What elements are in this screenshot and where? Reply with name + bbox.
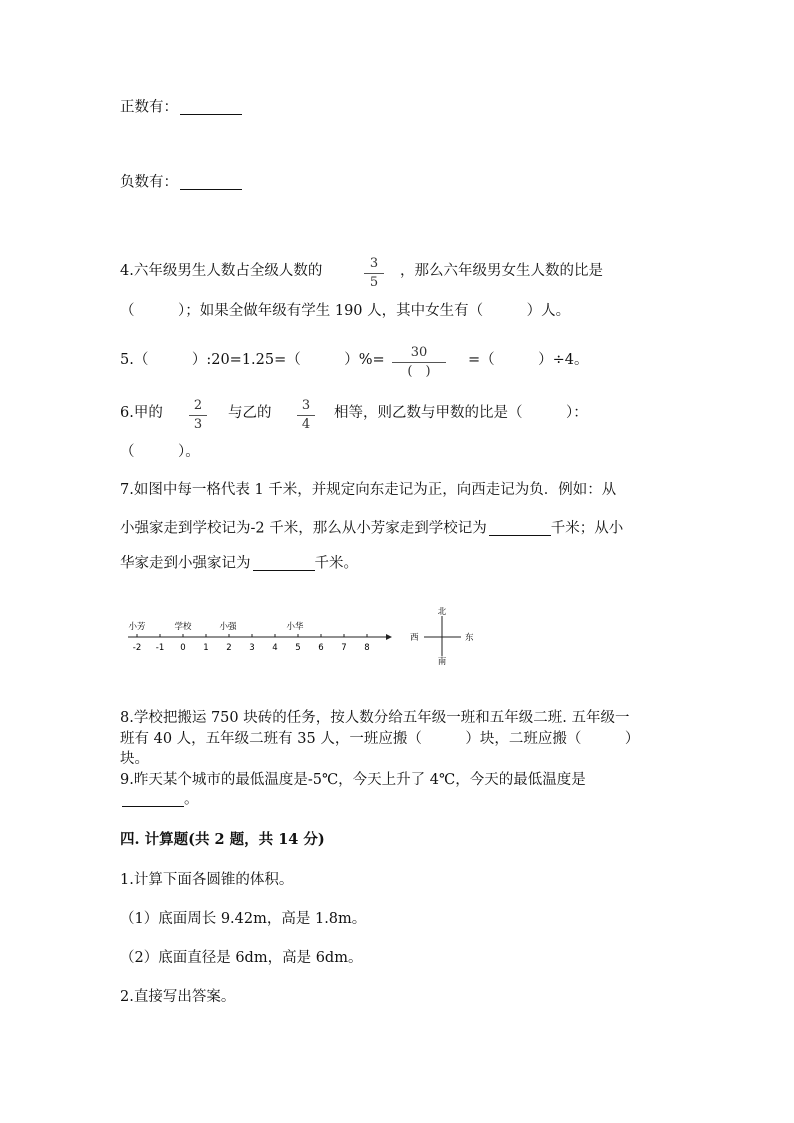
label-school: 学校	[174, 622, 192, 632]
q7-text-a: 7.如图中每一格代表 1 千米，并规定向东走记为正，向西走记为负．例如：从	[120, 482, 617, 498]
label-xiaoqiang: 小强	[219, 622, 237, 632]
q7-blank-2[interactable]	[253, 556, 315, 571]
q4-text-a: 4.六年级男生人数占全级人数的	[120, 263, 323, 279]
q5-text-a: 5.（ ）:20=1.25=（ ）%=	[120, 352, 385, 368]
compass-west: 西	[410, 633, 419, 643]
tick-label: 0	[180, 643, 186, 653]
q6-text-a: 6.甲的	[120, 405, 163, 421]
q4-text-b: ，那么六年级男女生人数的比是	[400, 263, 603, 279]
section-4-heading: 四. 计算题(共 2 题，共 14 分)	[120, 831, 325, 848]
label-xiaohua: 小华	[286, 622, 304, 632]
q7-text-c: 华家走到小强家记为 千米。	[120, 555, 358, 572]
positive-line: 正数有：	[120, 100, 242, 115]
compass-south: 南	[437, 657, 447, 667]
calc-1-title: 1.计算下面各圆锥的体积。	[120, 872, 294, 888]
tick-label: -2	[132, 643, 142, 653]
tick-label: 8	[364, 643, 370, 653]
q8-text-c: 块。	[120, 751, 149, 767]
negative-line: 负数有：	[120, 175, 242, 190]
number-line-arrow	[386, 634, 392, 640]
tick-label: -1	[155, 643, 165, 653]
q4-fraction: 3 5	[364, 256, 384, 291]
tick-label: 3	[249, 643, 255, 653]
tick-label: 1	[203, 643, 209, 653]
calc-1-part-2: （2）底面直径是 6dm，高是 6dm。	[120, 950, 363, 966]
number-line-diagram	[124, 606, 494, 670]
calc-2-title: 2.直接写出答案。	[120, 989, 236, 1005]
q5-text-b: =（ ）÷4。	[468, 352, 589, 368]
tick-label: 2	[226, 643, 232, 653]
q8-text-b: 班有 40 人，五年级二班有 35 人，一班应搬（ ）块，二班应搬（ ）	[120, 731, 640, 747]
q6-fraction-yi: 3 4	[297, 398, 315, 433]
q6-text-d: （ ）。	[120, 444, 200, 460]
tick-label: 7	[341, 643, 347, 653]
q7-text-b: 小强家走到学校记为-2 千米，那么从小芳家走到学校记为 千米；从小	[120, 520, 624, 537]
q9-blank[interactable]	[122, 792, 184, 807]
q9-text-a: 9.昨天某个城市的最低温度是-5℃，今天上升了 4℃，今天的最低温度是	[120, 772, 586, 788]
q7-blank-1[interactable]	[489, 521, 551, 536]
q4-text-c: （ ）；如果全做年级有学生 190 人，其中女生有（ ）人。	[120, 303, 571, 319]
tick-label: 6	[318, 643, 324, 653]
q6-text-c: 相等，则乙数与甲数的比是（ ）：	[334, 405, 588, 421]
q6-text-b: 与乙的	[228, 405, 272, 421]
q5-fraction: 30 ( )	[392, 345, 446, 380]
tick-label: 5	[295, 643, 301, 653]
positive-blank[interactable]	[180, 100, 242, 115]
q9-text-b: 。	[120, 792, 199, 807]
calc-1-part-1: （1）底面周长 9.42m，高是 1.8m。	[120, 911, 367, 927]
negative-blank[interactable]	[180, 175, 242, 190]
q6-fraction-jia: 2 3	[189, 398, 207, 433]
label-xiaofang: 小芳	[128, 622, 146, 632]
tick-label: 4	[272, 643, 278, 653]
compass-east: 东	[465, 633, 474, 643]
q8-text-a: 8.学校把搬运 750 块砖的任务，按人数分给五年级一班和五年级二班. 五年级一	[120, 710, 630, 726]
compass-north: 北	[437, 607, 447, 617]
